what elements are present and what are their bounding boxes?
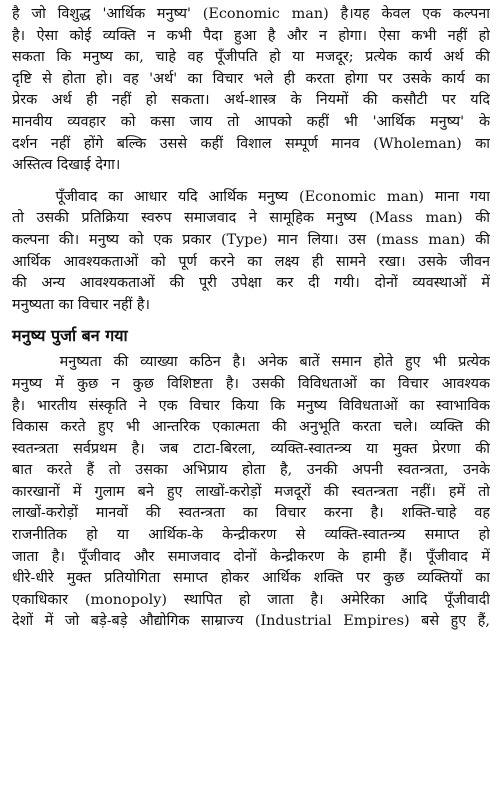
text-line: दृष्टि से होता हो। वह 'अर्थ' का विचार भले ही करता होगा पर उसके कार्य का bbox=[12, 70, 490, 87]
text-line: मानवीय व्यवहार को कसा जाय तो आपको कहीं भी 'आर्थिक मनुष्य' के bbox=[12, 113, 490, 130]
text-line: है। ऐसा कोई व्यक्ति न कभी पैदा हुआ है और न होगा। ऐसा कभी नहीं हो bbox=[12, 27, 490, 44]
text-line: की अन्य आवश्यकताओं की पूरी उपेक्षा कर दी गयी। दोनों व्यवस्थाओं में bbox=[12, 275, 490, 292]
text-line: एकाधिकार (monopoly) स्थापित हो जाता है। अमेरिका आदि पूँजीवादी bbox=[12, 591, 490, 608]
text-line: मनुष्यता की व्याख्या कठिन है। अनेक बातें समान होते हुए भी प्रत्येक bbox=[12, 354, 490, 371]
text-line: कल्पना की। मनुष्य को एक प्रकार (Type) मान लिया। उस (mass man) की bbox=[12, 231, 490, 248]
text-line: प्रेरक अर्थ ही नहीं हो सकता। अर्थ-शास्त्र के नियमों की कसौटी पर यदि bbox=[12, 92, 490, 109]
text-line: जाता है। पूँजीवाद और समाजवाद दोनों केन्द्रीकरण के हामी हैं। पूँजीवाद में bbox=[12, 548, 490, 565]
text-line: अस्तित्व दिखाई देगा। bbox=[12, 157, 121, 174]
text-line: लाखों-करोड़ों मानवों की स्वतन्त्रता का विचार करना है। शक्ति-चाहे वह bbox=[12, 505, 490, 522]
text-line: कारखानों में गुलाम बने हुए लाखों-करोड़ों मजदूरों की स्वतन्त्रता नहीं। हमें तो bbox=[12, 483, 490, 500]
text-line: मनुष्यता का विचार नहीं है। bbox=[12, 296, 150, 313]
paragraph-1 bbox=[12, 4, 490, 177]
text-line: मनुष्य में कुछ न कुछ विशिष्टता है। उसकी विविधताओं का विचार आवश्यक bbox=[12, 375, 490, 392]
text-line: धीरे-धीरे मुक्त प्रतियोगिता समाप्त होकर आर्थिक शक्ति पर कुछ व्यक्तियों का bbox=[12, 570, 490, 587]
section-heading: मनुष्य पुर्जा बन गया bbox=[12, 326, 128, 346]
text-line: दर्शन नहीं होंगे बल्कि उससे कहीं विशाल सम्पूर्ण मानव (Wholeman) का bbox=[12, 135, 490, 152]
text-line: है। भारतीय संस्कृति ने एक विचार किया कि मनुष्य विविधताओं का स्वाभाविक bbox=[12, 397, 490, 414]
text-line: सकता कि मनुष्य का, चाहे वह पूँजीपति हो या मजदूर; प्रत्येक कार्य अर्थ की bbox=[12, 49, 490, 66]
text-line: बात करते हैं तो उसका अभिप्राय होता है, उनकी अपनी स्वतन्त्रता, उनके bbox=[12, 462, 490, 479]
text-line: देशों में जो बड़े-बड़े औद्योगिक साम्राज्य (Industrial Empires) बसे हुए हैं, bbox=[12, 613, 490, 630]
text-line: है जो विशुद्ध 'आर्थिक मनुष्य' (Economic man) है।यह केवल एक कल्पना bbox=[12, 6, 490, 22]
paragraph-3 bbox=[12, 352, 490, 633]
text-line: विकास करते हुए भी आन्तरिक एकात्मता की अनुभूति करता चले। व्यक्ति की bbox=[12, 419, 490, 436]
text-line: स्वतन्त्रता सर्वप्रथम है। जब टाटा-बिरला, व्यक्ति-स्वातन्त्र्य या मुक्त प्रेरणा की bbox=[12, 440, 490, 457]
text-line: राजनीतिक हो या आर्थिक-के केन्द्रीकरण से व्यक्ति-स्वातन्त्र्य समाप्त हो bbox=[12, 527, 490, 544]
document-page bbox=[12, 4, 490, 633]
paragraph-gap bbox=[12, 177, 490, 187]
text-line: पूँजीवाद का आधार यदि आर्थिक मनुष्य (Economic man) माना गया bbox=[12, 188, 490, 205]
text-line: तो उसकी प्रतिक्रिया स्वरुप समाजवाद ने सामूहिक मनुष्य (Mass man) की bbox=[12, 210, 490, 227]
paragraph-2 bbox=[12, 187, 490, 317]
text-line: आर्थिक आवश्यकताओं को पूर्ण करने का लक्ष्य ही सामने रखा। उसके जीवन bbox=[12, 253, 490, 270]
